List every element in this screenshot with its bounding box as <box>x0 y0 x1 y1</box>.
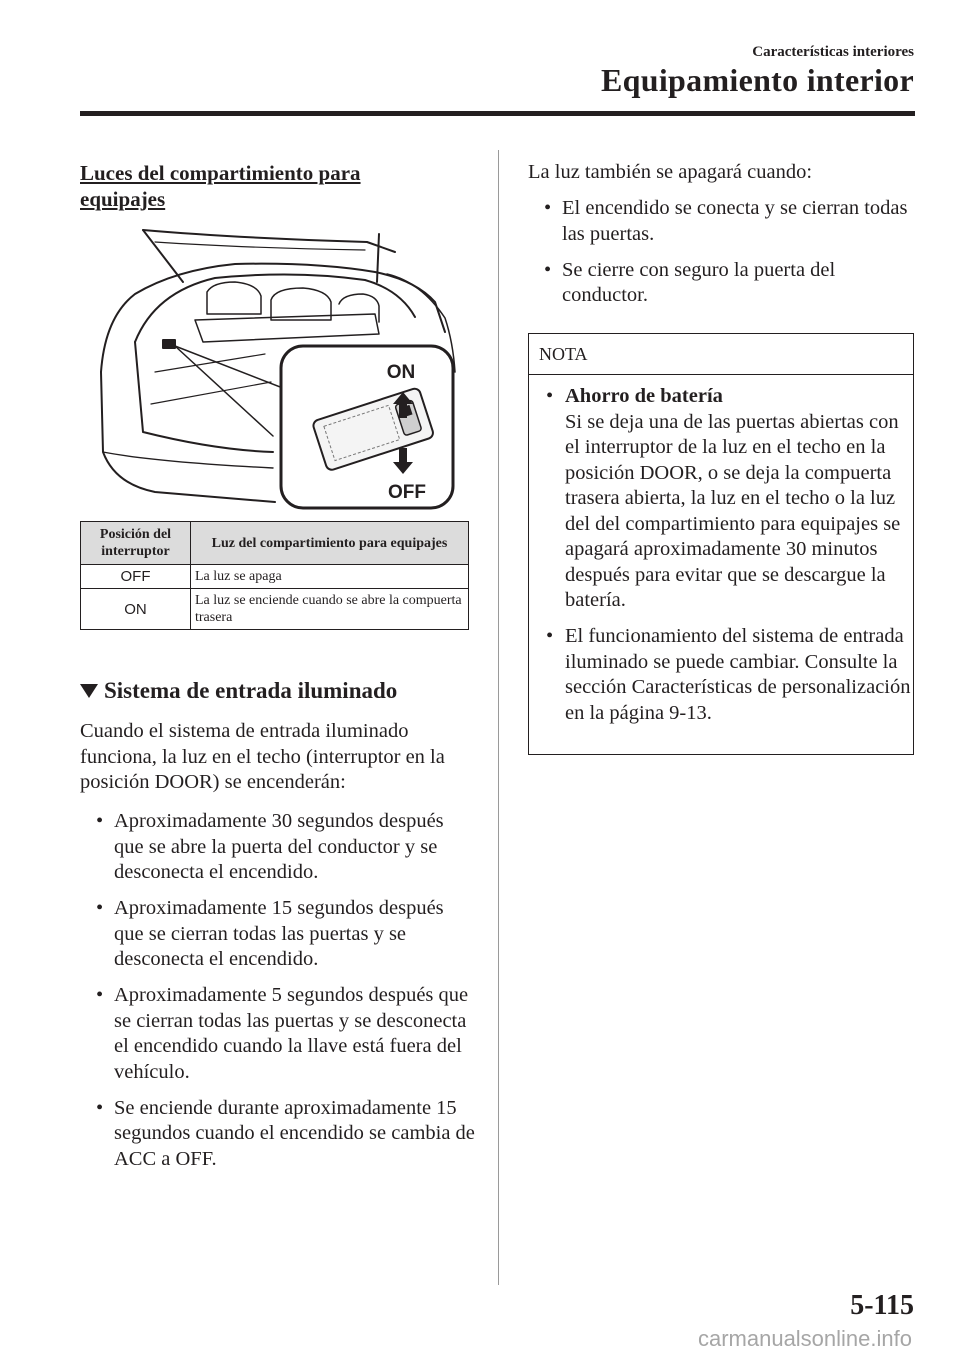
table-cell-description: La luz se enciende cuando se abre la compuerta trasera <box>191 589 469 630</box>
list-item <box>80 983 478 1085</box>
column-divider <box>498 150 499 1285</box>
bullet-icon: • <box>96 810 104 832</box>
bullet-icon: • <box>96 897 104 919</box>
list-item-text: El encendido se conecta y se cierran todas las puertas. <box>562 197 908 245</box>
list-item-text: Aproximadamente 5 segundos después que se cierran todas las puertas y se desconecta el encendido cuando la llave está fuera del vehículo. <box>114 984 469 1083</box>
note-item-title: Ahorro de batería <box>565 385 723 407</box>
bullet-icon: • <box>96 1096 104 1119</box>
subsection-title-text: Sistema de entrada iluminado <box>104 678 398 703</box>
bullet-icon: • <box>544 197 552 219</box>
list-item-text: Aproximadamente 30 segundos después que se abre la puerta del conductor y se desconecta el encendido. <box>114 810 444 883</box>
right-intro: La luz también se apagará cuando: <box>528 161 813 183</box>
list-item-text: Se enciende durante aproximadamente 15 segundos cuando el encendido se cambia de ACC a OFF. <box>114 1096 475 1170</box>
bullet-icon: • <box>544 258 552 281</box>
bullet-icon: • <box>546 385 554 407</box>
list-item-text: Aproximadamente 15 segundos después que se cierran todas las puertas y se desconecta el encendido. <box>114 897 444 970</box>
watermark: carmanualsonline.info <box>697 1326 912 1351</box>
switch-position-table <box>80 521 469 630</box>
table-cell-position: ON <box>81 589 191 630</box>
cargo-light-illustration <box>95 222 457 512</box>
chapter-title: Equipamiento interior <box>601 62 914 98</box>
table-header-row <box>81 522 469 565</box>
note-heading: NOTA <box>529 334 913 375</box>
note-item <box>529 384 913 614</box>
note-box <box>528 333 914 755</box>
label-on: ON <box>386 362 416 383</box>
right-bullet-list <box>528 196 913 319</box>
bullet-icon: • <box>546 625 554 647</box>
list-item-text: Se cierre con seguro la puerta del conductor. <box>562 258 836 306</box>
section-header: Características interiores <box>752 44 914 60</box>
list-item <box>80 896 478 973</box>
table-row <box>81 565 469 589</box>
note-item-text: El funcionamiento del sistema de entrada iluminado se puede cambiar. Consulte la sección Características de personalización en la página 9-13. <box>565 625 911 724</box>
table-cell-position: OFF <box>81 565 191 589</box>
bullet-icon: • <box>96 984 104 1006</box>
table-header: Luz del compartimiento para equipajes <box>191 522 469 565</box>
table-cell-description: La luz se apaga <box>191 565 469 589</box>
subsection-intro: Cuando el sistema de entrada iluminado funciona, la luz en el techo (interruptor en la posición DOOR) se encenderán: <box>80 720 445 793</box>
note-list <box>529 384 913 737</box>
triangle-down-icon <box>80 684 98 698</box>
table-row <box>81 589 469 630</box>
page-number: 5-115 <box>850 1290 914 1321</box>
list-item <box>528 196 913 247</box>
list-item <box>80 1096 478 1173</box>
table-header: Posición del interruptor <box>81 522 191 565</box>
subsection-title <box>80 678 397 704</box>
label-off: OFF <box>388 482 426 503</box>
subsection-bullet-list <box>80 809 478 1183</box>
note-item <box>529 624 913 726</box>
note-item-text: Si se deja una de las puertas abiertas con el interruptor de la luz en el techo en la posición DOOR, o se deja la compuerta trasera abierta, la luz en el techo o la luz del del compartimiento para equipajes se apagará aproximadamente 30 minutos después para evitar que se descargue la batería. <box>565 410 901 611</box>
section-title: Luces del compartimiento para equipajes <box>80 161 361 211</box>
list-item <box>80 809 478 886</box>
header-rule <box>80 111 915 116</box>
list-item <box>528 258 913 309</box>
